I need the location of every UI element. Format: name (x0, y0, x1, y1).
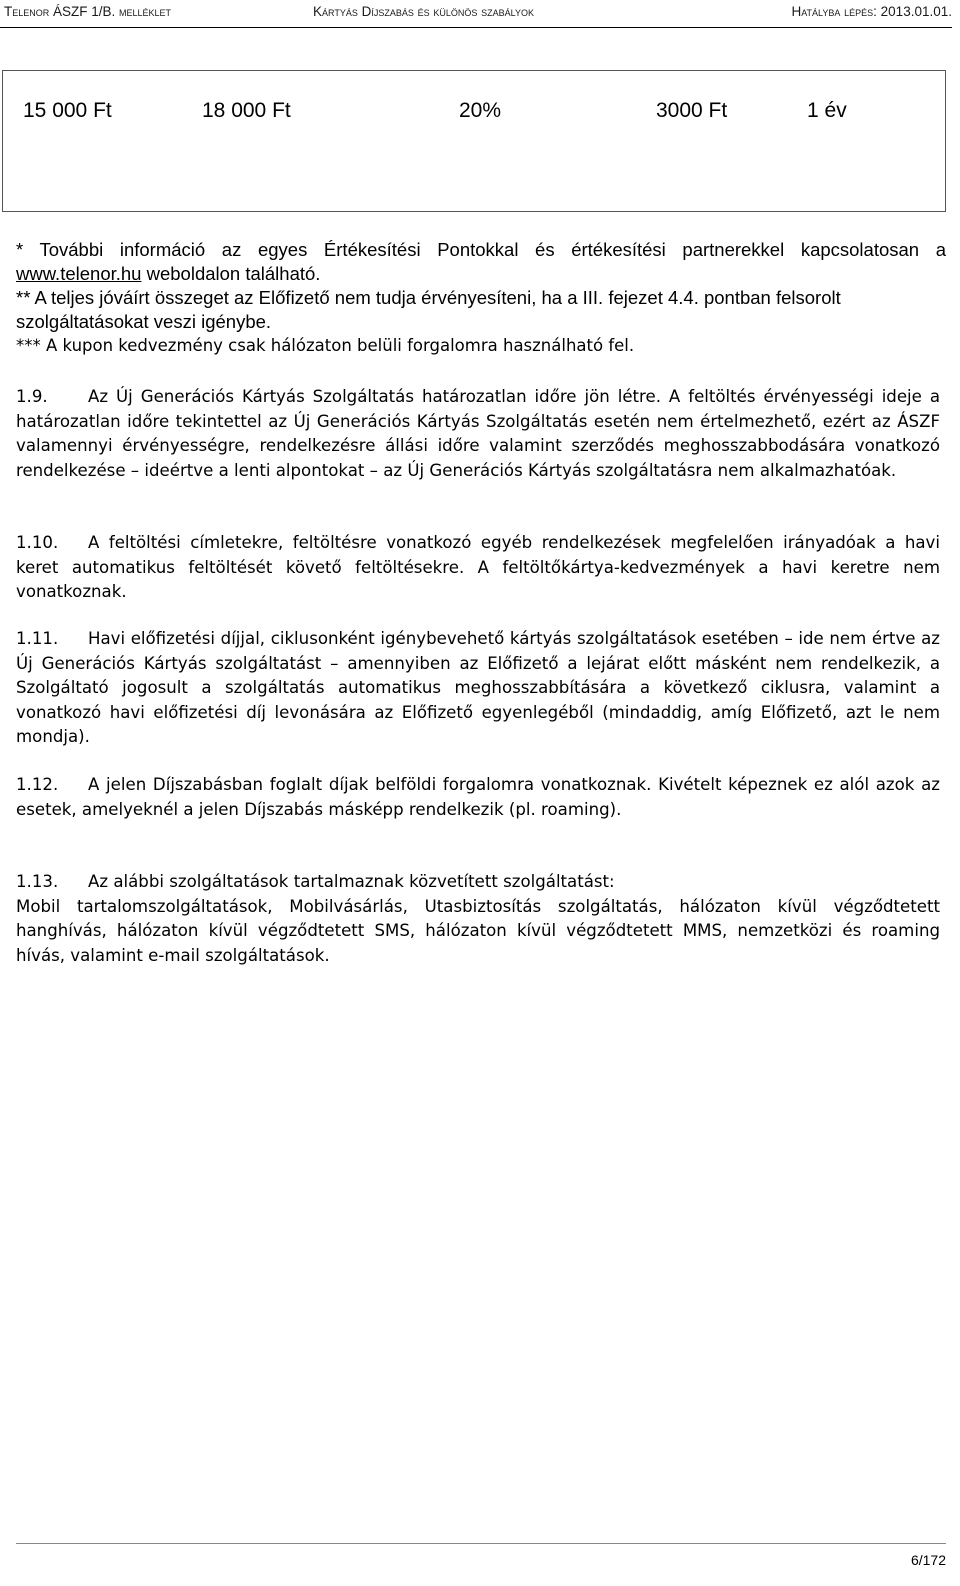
section-1-11 (16, 627, 940, 750)
section-intro: Az alábbi szolgáltatások tartalmaznak közvetített szolgáltatást: (88, 872, 615, 891)
header-section-title: Kártyás Díjszabás és különös szabályok (313, 4, 534, 19)
section-1-9 (16, 385, 940, 483)
section-text: Az Új Generációs Kártyás Szolgáltatás határozatlan időre jön létre. A feltöltés érvényességi ideje a határozatlan időre tekintettel az Új Generációs Kártyás Szolgáltatás esetén nem értelmezhető, ezért az ÁSZF valamennyi érvényességre, rendelkezésre állási időre valamint szerződés meghosszabbodására vonatkozó rendelkezése – ideértve a lenti alpontokat – az Új Generációs Kártyás szolgáltatásra nem alkalmazhatóak. (16, 387, 940, 480)
price-cell: 3000 Ft (656, 99, 728, 122)
footer-divider (16, 1543, 946, 1544)
section-text: A jelen Díjszabásban foglalt díjak belföldi forgalomra vonatkoznak. Kivételt képeznek ez alól azok az esetek, amelyeknél a jelen Díjszabás másképp rendelkezik (pl. roaming). (16, 775, 940, 819)
section-1-12 (16, 773, 940, 822)
price-table-row (2, 70, 946, 212)
footnote-text: * További információ az egyes Értékesítési Pontokkal és értékesítési partnerekkel kapcsolatosan a (16, 239, 946, 260)
footnote-sales-points (16, 238, 946, 286)
page-number: 6/172 (910, 1552, 946, 1568)
section-1-13 (16, 870, 940, 968)
duration-cell: 1 év (807, 99, 847, 122)
footnote-coupon: *** A kupon kedvezmény csak hálózaton belüli forgalomra használható fel. (16, 336, 635, 355)
section-text: Havi előfizetési díjjal, ciklusonként igénybevehető kártyás szolgáltatások esetében – ide nem értve az Új Generációs Kártyás szolgáltatást – amennyiben az Előfizető a lejárat előtt másként nem rendelkezik, a Szolgáltató jogosult a szolgáltatás automatikus meghosszabbítására a következő ciklusra, valamint a vonatkozó havi előfizetési díj levonására az Előfizető egyenlegéből (mindaddig, amíg Előfizető, azt le nem mondja). (16, 629, 940, 747)
price-cell: 15 000 Ft (23, 99, 112, 122)
telenor-website-link[interactable]: www.telenor.hu (16, 263, 142, 284)
footnote-text: weboldalon található. (141, 263, 321, 284)
section-heading-line (16, 870, 940, 895)
section-number: 1.10. (16, 533, 59, 552)
section-number: 1.12. (16, 775, 59, 794)
section-text: Mobil tartalomszolgáltatások, Mobilvásárlás, Utasbiztosítás szolgáltatás, hálózaton kívül végződtetett hanghívás, hálózaton kívül végződtetett SMS, hálózaton kívül végződtetett MMS, nemzetközi és roaming hívás, valamint e-mail szolgáltatások. (16, 896, 940, 965)
section-number: 1.9. (16, 387, 48, 406)
section-text: A feltöltési címletekre, feltöltésre vonatkozó egyéb rendelkezések megfelelően irányadóak a havi keret automatikus feltöltését követő feltöltésekre. A feltöltőkártya-kedvezmények a havi keretre nem vonatkoznak. (16, 533, 940, 602)
header-document-title: Telenor ÁSZF 1/B. melléklet (4, 4, 172, 19)
price-cell: 18 000 Ft (202, 99, 291, 122)
footnote-credit: ** A teljes jóváírt összeget az Előfizető nem tudja érvényesíteni, ha a III. fejezet 4.4. pontban felsorolt szolgáltatásokat veszi igénybe. (16, 287, 841, 332)
section-number: 1.11. (16, 629, 59, 648)
percentage-cell: 20% (459, 99, 502, 122)
header-effective-date: Hatályba lépés: 2013.01.01. (791, 4, 952, 19)
page-header (0, 0, 960, 27)
footnotes (16, 238, 946, 358)
header-divider (0, 27, 952, 28)
section-1-10 (16, 531, 940, 605)
section-number: 1.13. (16, 872, 59, 891)
